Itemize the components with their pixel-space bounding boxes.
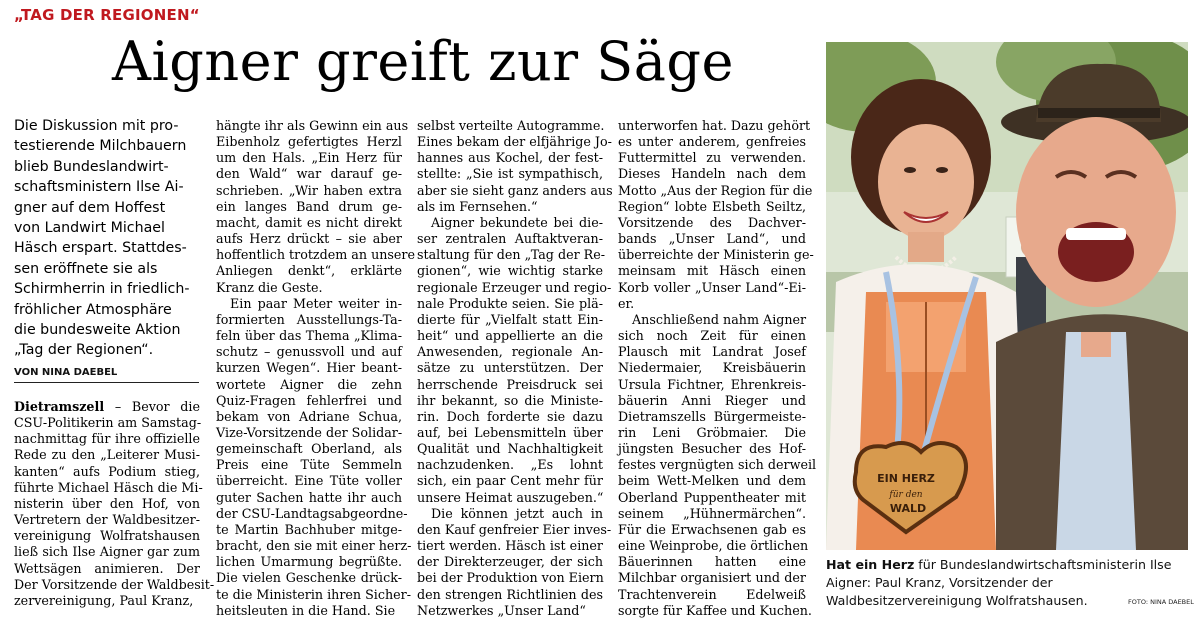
text-line: den Kauf genfreier Eier inves- [417,521,612,537]
text-line: guter Sachen hatte ihr auch [216,489,402,505]
text-line: kanten“ aufs Podium stieg, [14,463,200,479]
text-line: Anwesenden, regionale An- [417,344,603,360]
text-line: bei der Produktion von Eiern [417,570,604,586]
news-photo [826,42,1188,550]
text-line: Ursula Fichtner, Ehrenkreis- [618,376,806,392]
text-line: macht, damit es nicht direkt [216,214,402,230]
text-line: Wettsägen animieren. Der [14,560,200,576]
text-line: bäuerin Anni Rieger und [618,392,806,408]
lead-line: „Tag der Regionen“. [14,342,154,359]
text-line: herrschende Preisdruck sei [417,376,603,392]
text-line: bands „Unser Land“, und [618,231,806,247]
photo-credit: FOTO: NINA DAEBEL [1128,598,1194,606]
lead-line: schaftsministern Ilse Ai- [14,179,184,196]
text-line: Dietramszells Bürgermeiste- [618,408,806,424]
svg-text:EIN HERZ: EIN HERZ [877,472,935,485]
text-line: Trachtenverein Edelweiß [618,586,806,602]
text-line: Plausch mit Landrat Josef [618,344,806,360]
text-line: staltung für den „Tag der Re- [417,247,606,263]
text-line: ließ sich Ilse Aigner gar zum [14,544,200,560]
article-lead [14,116,199,361]
text-line: Die vielen Geschenke drück- [216,570,402,586]
text-line: Kranz die Geste. [216,279,323,295]
text-line: tiert werden. Häsch ist einer [417,538,603,554]
text-line: Anliegen denkt“, erklärte [216,263,402,279]
text-line: schutz – genussvoll und auf [216,344,402,360]
text-line: kurzen Wegen“. Hier beant- [216,360,402,376]
lead-line: Häsch erspart. Stattdes- [14,240,187,257]
text-line: beim Wett-Melken und dem [618,473,806,489]
text-line: den strengen Richtlinien des [417,586,603,602]
text-line: dierte für „Vielfalt statt Ein- [417,311,603,327]
text-line: der Direkterzeuger, der sich [417,554,603,570]
text-line: hoffentlich trotzdem an unsere [216,247,416,263]
text-line: aber sie sieht ganz anders aus [417,182,613,198]
text-line: stellte: „Sie ist sympathisch, [417,166,603,182]
text-run: – Bevor die [104,399,200,414]
lead-line: fröhlicher Atmosphäre [14,301,172,318]
text-line: seinem „Hühnermärchen“. [618,505,806,521]
text-line: als im Fernsehen.“ [417,198,538,214]
text-line: unsere Heimat auszugeben.“ [417,489,604,505]
lead-line: Die Diskussion mit pro- [14,118,179,134]
text-line: bekam von Adriane Schua, [216,408,402,424]
text-column-1 [14,399,215,609]
lead-line: Schirmherrin in friedlich- [14,281,190,298]
svg-text:für den: für den [889,490,923,500]
text-line: führte Michael Häsch die Mi- [14,479,203,495]
text-line: Korb voller „Unser Land“-Ei- [618,279,806,295]
text-line: ihr bekannt, so die Ministe- [417,392,603,408]
text-line: Aigner bekundete bei die- [431,214,603,230]
text-column-4 [618,118,817,619]
text-line: rin Leni Gröbmaier. Die [618,424,806,440]
text-line: rin. Doch forderte sie dazu [417,408,603,424]
photo-illustration [826,42,1188,550]
article-headline: Aigner greift zur Säge [112,30,734,93]
text-line: jüngsten Besucher des Hof- [618,441,806,457]
text-line: aufs Herz drückt – sie aber [216,231,402,247]
dateline: Dietramszell [14,399,105,414]
caption-text: für Bundeslandwirtschaftsministerin Ilse Aigner: Paul Kranz, Vorsitzender der Waldbesitzervereinigung Wolfratshausen. [826,557,1172,608]
text-line: zervereinigung, Paul Kranz, [14,592,194,608]
text-line: Rede zu den „Leiterer Musi- [14,447,200,463]
text-line: eine Weinprobe, die örtlichen [618,538,809,554]
text-line: Vize-Vorsitzende der Solidar- [216,424,403,440]
text-line: Eibenholz gefertigtes Herzl [216,134,402,150]
text-line: meinsam mit Häsch einen [618,263,806,279]
text-line: Ein paar Meter weiter in- [230,295,402,311]
text-line: Region“ lobte Elsbeth Seiltz, [618,198,806,214]
svg-text:WALD: WALD [889,502,927,515]
text-line: Anschließend nahm Aigner [632,311,807,327]
lead-line: blieb Bundeslandwirt- [14,158,169,175]
text-line: überreichte der Ministerin ge- [618,247,814,263]
text-line: ser zentralen Auftaktveran- [417,231,603,247]
text-line: heitsleuten in die Hand. Sie [216,602,396,618]
text-line: sätze zu unterstützen. Der [417,360,603,376]
text-line: formierten Ausstellungs-Ta- [216,311,402,327]
text-line: Vorsitzende des Dachver- [618,214,806,230]
text-line: hannes aus Kochel, der fest- [417,150,603,166]
lead-line: testierende Milchbauern [14,138,187,155]
text-line: lichen Umarmung begrüßte. [216,554,402,570]
text-line: den Wald“ war darauf ge- [216,166,402,182]
text-line: gionen“, wie wichtig starke [417,263,603,279]
text-line: CSU-Politikerin am Samstag- [14,415,202,431]
text-line: Qualität und Nachhaltigkeit [417,441,603,457]
text-line: te die Ministerin ihren Sicher- [216,586,411,602]
text-line: sich, ein paar Cent mehr für [417,473,603,489]
text-line: Dieses Handeln nach dem [618,166,806,182]
text-line: nale Produkte seien. Sie plä- [417,295,603,311]
text-line: es unter anderem, genfreies [618,134,806,150]
text-line: Motto „Aus der Region für die [618,182,813,198]
text-line: sorgte für Kaffee und Kuchen. [618,602,812,618]
text-line: Der Vorsitzende der Waldbesit- [14,576,215,592]
text-line: Milchbar organisiert und der [618,570,806,586]
text-line: unterworfen hat. Dazu gehört [618,118,811,133]
text-line: Preis eine Tüte Semmeln [216,457,402,473]
text-line: nachzudenken. „Es lohnt [417,457,603,473]
text-line: wortete Aigner die zehn [216,376,402,392]
text-line: ein langes Band drum ge- [216,198,402,214]
text-line: gemeinschaft Oberland, als [216,441,402,457]
text-line: auf, bei Lebensmitteln über [417,424,603,440]
text-line: festes vergnügten sich derweil [618,457,817,473]
section-kicker: „TAG DER REGIONEN“ [14,6,200,24]
text-line: Netzwerkes „Unser Land“ [417,602,586,618]
byline: VON NINA DAEBEL [14,367,199,383]
text-line: überreicht. Eine Tüte voller [216,473,402,489]
text-line [14,399,200,415]
text-line: Vertretern der Waldbesitzer- [14,512,200,528]
text-column-3 [417,118,613,619]
text-line: hängte ihr als Gewinn ein aus [216,118,409,133]
caption-title: Hat ein Herz [826,557,915,572]
text-line: Für die Erwachsenen gab es [618,521,806,537]
text-column-2 [216,118,416,619]
text-line: sich noch Zeit für einen [618,328,806,344]
text-line: Oberland Puppentheater mit [618,489,806,505]
text-line: regionale Erzeuger und regio- [417,279,612,295]
text-line: bracht, den sie mit einer herz- [216,538,412,554]
text-line: nisterin über den Hof, von [14,495,200,511]
lead-line: die bundesweite Aktion [14,322,181,339]
text-line: heit“ und appellierte an die [417,328,603,344]
text-line: feln über das Thema „Klima- [216,328,402,344]
text-line: te Martin Bachhuber mitge- [216,521,402,537]
text-line: der CSU-Landtagsabgeordne- [216,505,408,521]
text-line: Futtermittel zu verwenden. [618,150,806,166]
lead-line: von Landwirt Michael [14,220,165,237]
text-line: Die können jetzt auch in [431,505,603,521]
text-line: Quiz-Fragen fehlerfrei und [216,392,402,408]
text-line: Niedermaier, Kreisbäuerin [618,360,806,376]
text-line: nachmittag für ihre offizielle [14,431,200,447]
text-line: um den Hals. „Ein Herz für [216,150,402,166]
text-line: er. [618,295,635,311]
text-line: selbst verteilte Autogramme. [417,118,605,133]
text-line: schrieben. „Wir haben extra [216,182,402,198]
lead-line: sen eröffnete sie als [14,260,158,277]
text-line: Eines bekam der elfjährige Jo- [417,134,612,150]
text-line: vereinigung Wolfratshausen [14,528,200,544]
text-line: Bäuerinnen hatten eine [618,554,806,570]
lead-line: gner auf dem Hoffest [14,199,166,216]
